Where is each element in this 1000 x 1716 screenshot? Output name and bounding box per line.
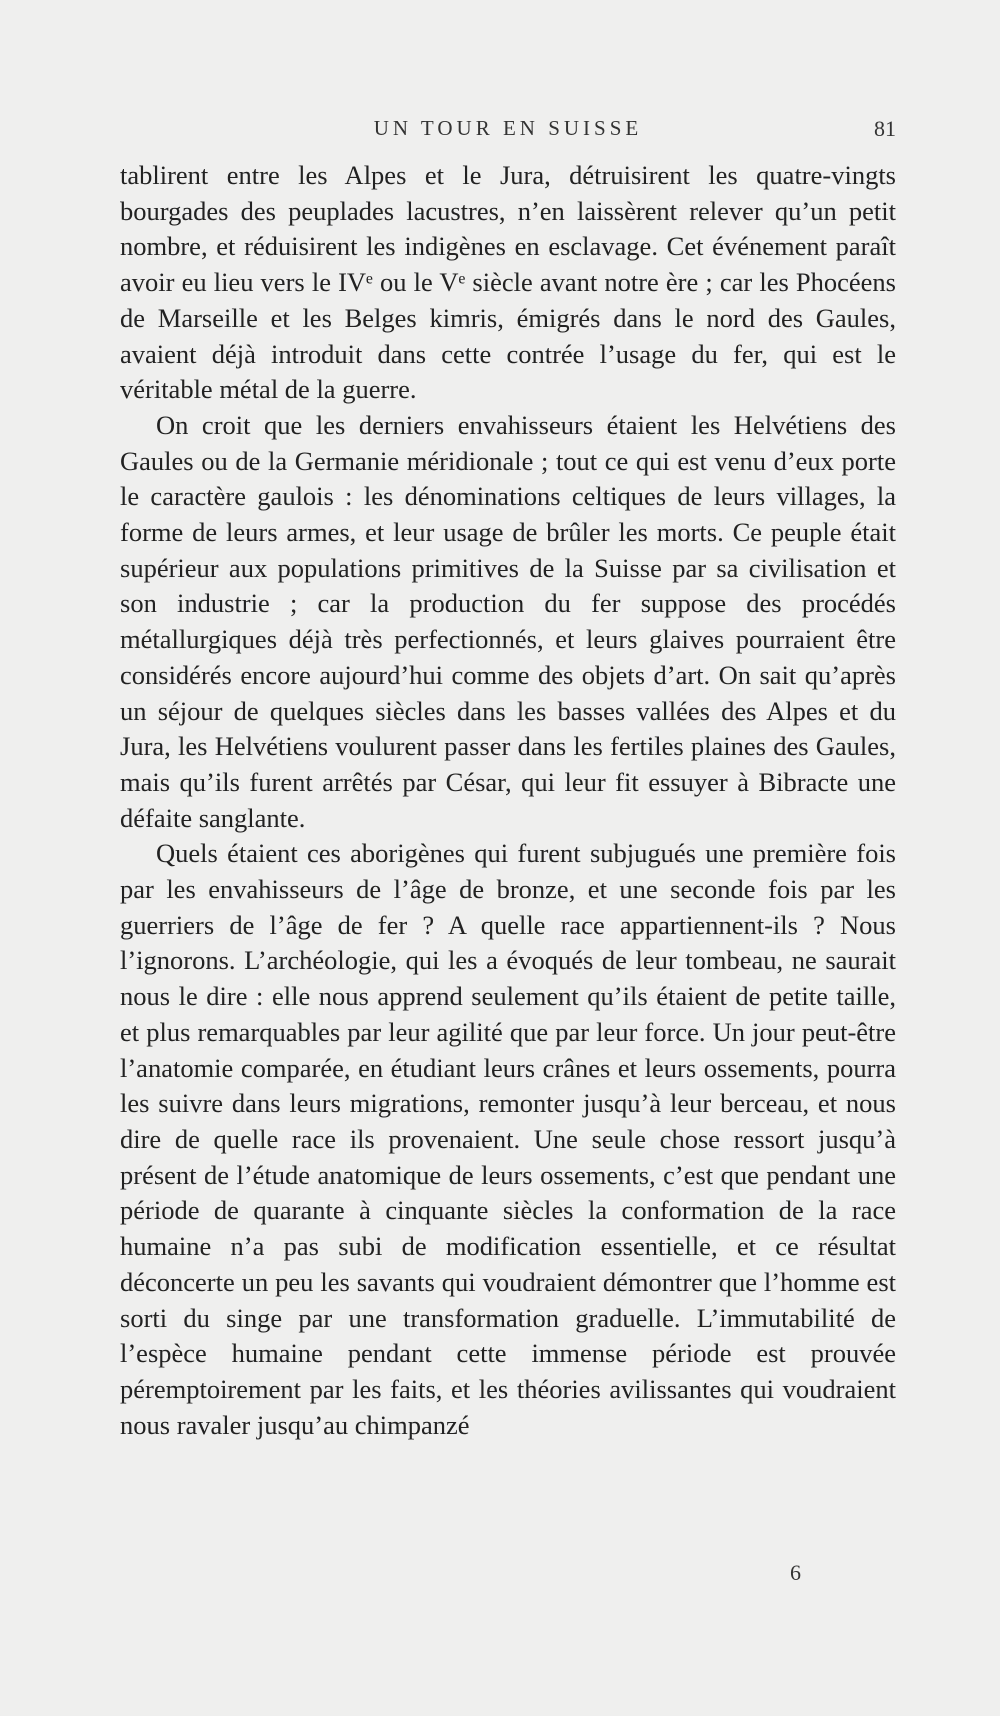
body-text xyxy=(120,158,896,1443)
running-title: UN TOUR EN SUISSE xyxy=(373,116,643,140)
paragraph-3: Quels étaient ces aborigènes qui furent subjugués une première fois par les envahisseurs de l’âge de bronze, et une seconde fois par les guerriers de l’âge de fer ? A quelle race appartiennent-ils ? Nous l’ignorons. L’archéologie, qui les a évoqués de leur tombeau, ne saurait nous le dire : elle nous apprend seulement qu’ils étaient de petite taille, et plus remarquables par leur agilité que par leur force. Un jour peut-être l’anatomie comparée, en étudiant leurs crânes et leurs ossements, pourra les suivre dans leurs migrations, remonter jusqu’à leur berceau, et nous dire de quelle race ils provenaient. Une seule chose ressort jusqu’à présent de l’étude anatomique de leurs ossements, c’est que pendant une période de quarante à cinquante siècles la conformation de la race humaine n’a pas subi de modification essentielle, et ce résultat déconcerte un peu les savants qui voudraient démontrer que l’homme est sorti du singe par une transformation graduelle. L’immutabilité de l’espèce humaine pendant cette immense période est prouvée péremptoirement par les faits, et les théories avilissantes qui voudraient nous ravaler jusqu’au chimpanzé xyxy=(120,838,896,1440)
page-number: 81 xyxy=(874,116,896,141)
signature-mark: 6 xyxy=(790,1560,801,1585)
running-head xyxy=(120,116,896,146)
paragraph-2: On croit que les derniers envahisseurs étaient les Helvétiens des Gaules ou de la Germanie méridionale ; tout ce qui est venu d’eux porte le caractère gaulois : les dénominations celtiques de leurs villages, la forme de leurs armes, et leur usage de brûler les morts. Ce peuple était supérieur aux populations primitives de la Suisse par sa civilisation et son industrie ; car la production du fer suppose des procédés métallurgiques déjà très perfectionnés, et leurs glaives pourraient être considérés encore aujourd’hui comme des objets d’art. On sait qu’après un séjour de quelques siècles dans les basses vallées des Alpes et du Jura, les Helvétiens voulurent passer dans les fertiles plaines des Gaules, mais qu’ils furent arrêtés par César, qui leur fit essuyer à Bibracte une défaite sanglante. xyxy=(120,409,896,833)
paragraph-1: tablirent entre les Alpes et le Jura, détruisirent les quatre-vingts bourgades des peuplades lacustres, n’en laissèrent relever qu’un petit nombre, et réduisirent les indigènes en esclavage. Cet événement paraît avoir eu lieu vers le IVᵉ ou le Vᵉ siècle avant notre ère ; car les Phocéens de Marseille et les Belges kimris, émigrés dans le nord des Gaules, avaient déjà introduit dans cette contrée l’usage du fer, qui est le véritable métal de la guerre. xyxy=(120,160,896,405)
